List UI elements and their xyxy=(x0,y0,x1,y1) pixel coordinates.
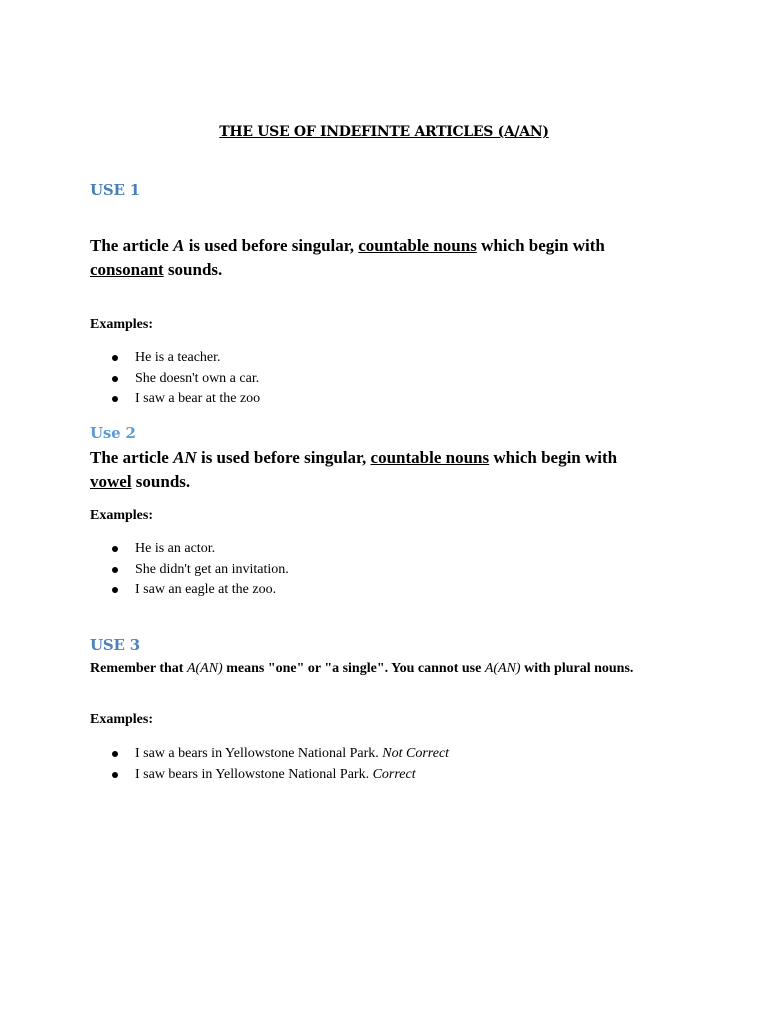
list-item xyxy=(90,560,289,581)
rule-text-part: sounds. xyxy=(163,260,223,279)
section-heading-use-2: Use 2 xyxy=(90,424,136,442)
underlined-term: countable nouns xyxy=(370,448,490,467)
example-text: He is an actor. xyxy=(135,541,216,556)
section-heading-use-3: USE 3 xyxy=(90,636,141,654)
sound-term: consonant xyxy=(90,260,164,279)
examples-label: Examples: xyxy=(90,317,153,332)
example-text: I saw a bears in Yellowstone National Park. xyxy=(135,746,383,761)
list-item xyxy=(90,580,289,601)
rule-text-part: The article xyxy=(90,448,174,467)
list-item xyxy=(90,744,449,765)
bullet-icon xyxy=(112,567,118,573)
example-text: I saw bears in Yellowstone National Park. xyxy=(135,766,373,782)
rule-text-part: which begin with xyxy=(476,236,605,255)
article-term: A xyxy=(173,236,185,255)
rule-text-use-2 xyxy=(90,446,650,494)
bullet-icon xyxy=(112,772,118,778)
article-term: A(AN) xyxy=(484,661,521,676)
rule-text-part: with plural nouns. xyxy=(520,661,634,676)
article-term: AN xyxy=(173,448,197,467)
rule-text-part: sounds. xyxy=(131,472,191,491)
underlined-term: countable nouns xyxy=(358,236,477,255)
list-item xyxy=(90,389,260,410)
rule-text-part: is used before singular, xyxy=(196,448,371,467)
rule-text-part: The article xyxy=(90,236,174,255)
rule-text-part: Remember that xyxy=(90,661,187,676)
list-item xyxy=(90,765,449,786)
page-title: THE USE OF INDEFINTE ARTICLES (A/AN) xyxy=(219,124,549,140)
section-heading-use-1: USE 1 xyxy=(90,181,141,199)
example-text: I saw an eagle at the zoo. xyxy=(135,582,277,597)
list-item xyxy=(90,348,260,369)
correctness-note: Correct xyxy=(372,766,416,782)
examples-list xyxy=(90,744,449,785)
example-text: She didn't get an invitation. xyxy=(135,561,289,577)
list-item xyxy=(90,369,260,390)
bullet-icon xyxy=(112,376,118,382)
example-text: I saw a bear at the zoo xyxy=(135,391,261,406)
example-text: She doesn't own a car. xyxy=(135,370,260,386)
examples-label: Examples: xyxy=(90,712,153,727)
rule-text-part: is used before singular, xyxy=(184,236,359,255)
example-text: He is a teacher. xyxy=(135,350,221,365)
rule-text-part: means "one" or "a single". You cannot use xyxy=(222,661,485,676)
rule-text-use-1 xyxy=(90,234,650,282)
rule-text-use-3 xyxy=(90,658,650,679)
sound-term: vowel xyxy=(90,472,132,491)
examples-list xyxy=(90,348,260,410)
examples-label: Examples: xyxy=(90,508,153,523)
article-term: A(AN) xyxy=(186,661,223,676)
bullet-icon xyxy=(112,355,118,361)
examples-list xyxy=(90,539,289,601)
correctness-note: Not Correct xyxy=(382,746,450,761)
rule-text-part: which begin with xyxy=(489,448,618,467)
list-item xyxy=(90,539,289,560)
bullet-icon xyxy=(112,546,118,552)
bullet-icon xyxy=(112,587,118,593)
bullet-icon xyxy=(112,751,118,757)
bullet-icon xyxy=(112,396,118,402)
